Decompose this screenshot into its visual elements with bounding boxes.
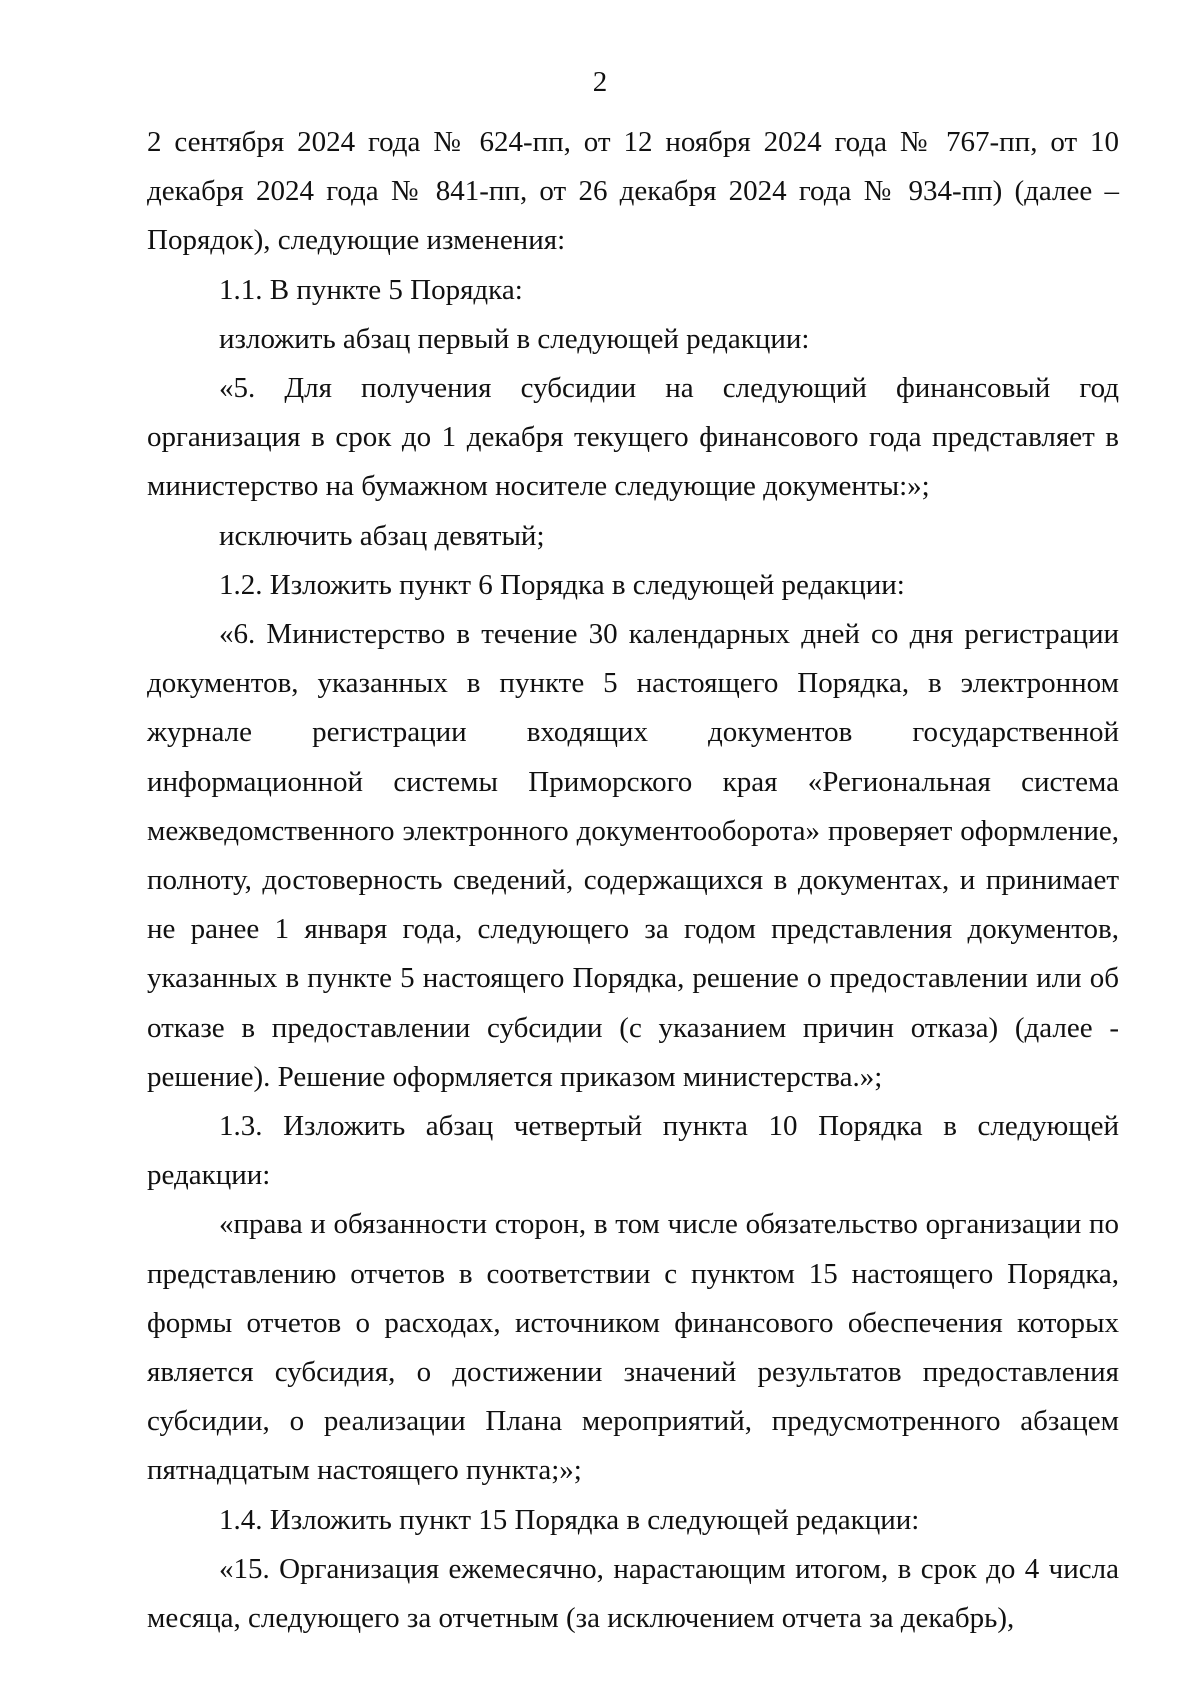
paragraph-1-4: 1.4. Изложить пункт 15 Порядка в следующей редакции: bbox=[219, 1503, 920, 1536]
document-body bbox=[147, 118, 1119, 1643]
page-number: 2 bbox=[592, 66, 608, 98]
paragraph-point-6-text: «6. Министерство в течение 30 календарных дней со дня регистрации документов, указанных в пункте 5 настоящего Порядка, в электронном журнале регистрации входящих документов государственной информационной системы Приморского края «Региональная система межведомственного электронного документооборота» проверяет оформление, полноту, достоверность сведений, содержащихся в документах, и принимает не ранее 1 января года, следующего за годом представления документов, указанных в пункте 5 настоящего Порядка, решение о предоставлении или об отказе в предоставлении субсидии (с указанием причин отказа) (далее - решение). Решение оформляется приказом министерства.»; bbox=[147, 618, 1119, 1093]
paragraph-point-10-text: «права и обязанности сторон, в том числе обязательство организации по представлению отчетов в соответствии с пунктом 15 настоящего Порядка, формы отчетов о расходах, источником финансового обеспечения которых является субсидия, о достижении значений результатов предоставления субсидии, о реализации Плана мероприятий, предусмотренного абзацем пятнадцатым настоящего пункта;»; bbox=[147, 1208, 1119, 1487]
paragraph-1-2: 1.2. Изложить пункт 6 Порядка в следующей редакции: bbox=[219, 568, 905, 601]
paragraph-point-5-text: «5. Для получения субсидии на следующий финансовый год организация в срок до 1 декабря текущего финансового года представляет в министерство на бумажном носителе следующие документы:»; bbox=[147, 372, 1119, 503]
paragraph-1-1-instruction: изложить абзац первый в следующей редакции: bbox=[219, 322, 810, 355]
paragraph-exclude-ninth: исключить абзац девятый; bbox=[219, 519, 545, 552]
paragraph-point-15-text: «15. Организация ежемесячно, нарастающим итогом, в срок до 4 числа месяца, следующего за отчетным (за исключением отчета за декабрь), bbox=[147, 1552, 1119, 1635]
paragraph-continuation: 2 сентября 2024 года № 624-пп, от 12 ноября 2024 года № 767-пп, от 10 декабря 2024 года № 841-пп, от 26 декабря 2024 года № 934-пп) (далее – Порядок), следующие изменения: bbox=[147, 126, 1119, 257]
paragraph-1-3: 1.3. Изложить абзац четвертый пункта 10 Порядка в следующей редакции: bbox=[147, 1110, 1119, 1192]
paragraph-1-1: 1.1. В пункте 5 Порядка: bbox=[219, 273, 523, 306]
